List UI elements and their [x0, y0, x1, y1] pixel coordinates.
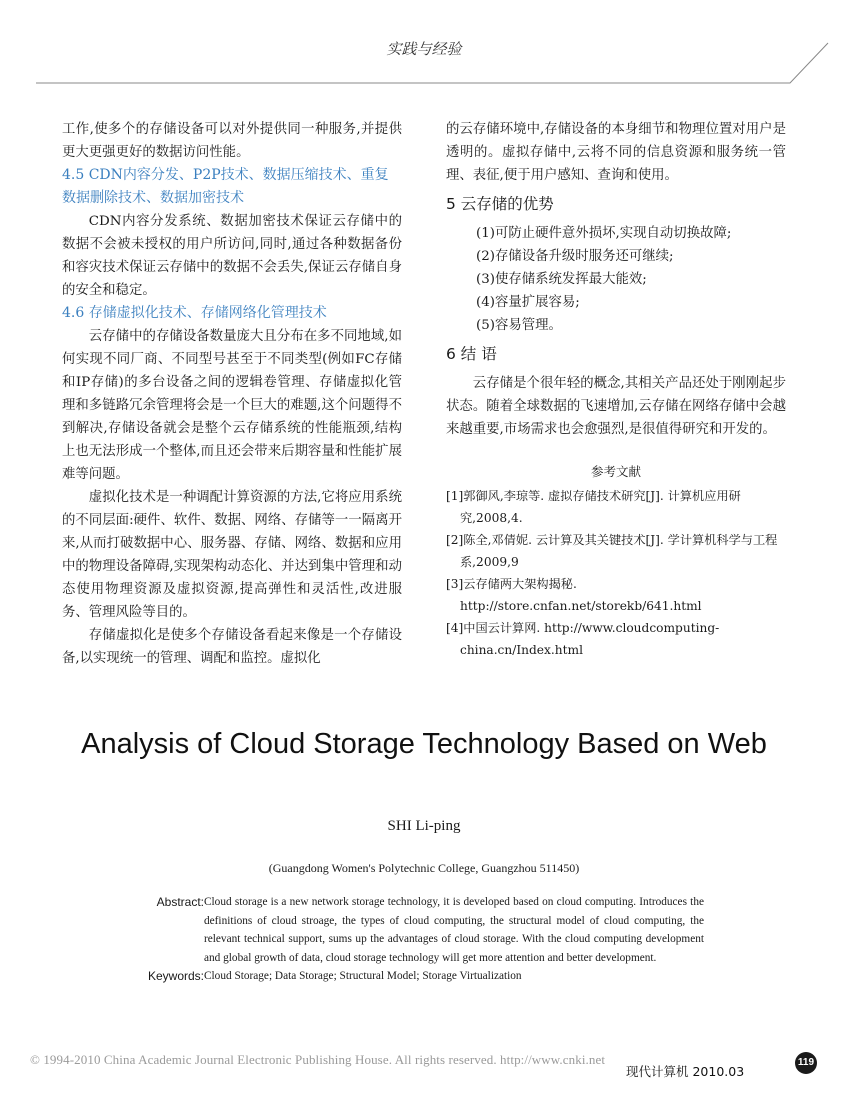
references-heading: 参考文献 [590, 464, 641, 479]
section-6-heading: 6 结 语 [446, 345, 497, 363]
keywords-label: Keywords: [147, 969, 204, 984]
right-intro-paragraph: 的云存储环境中,存储设备的本身细节和物理位置对用户是透明的。虚拟存储中,云将不同的信息资源和服务统一管理、表征,便于用户感知、查询和使用。 [446, 122, 786, 183]
advantage-item: (4)容量扩展容易; [476, 295, 580, 310]
body-paragraph: 虚拟化技术是一种调配计算资源的方法,它将应用系统的不同层面:硬件、软件、数据、网络、存储等一一隔离开来,从而打破数据中心、服务器、存储、网络、数据和应用中的物理设备障碍,实现架构动态化、并达到集中管理和动态使用物理资源及虚拟资源,提高弹性和灵活性,改进服务、管理风险等目的。 [62, 490, 402, 620]
right-column [446, 118, 786, 661]
english-author: SHI Li-ping [387, 818, 461, 834]
conclusion-paragraph: 云存储是个很年轻的概念,其相关产品还处于刚刚起步状态。随着全球数据的飞速增加,云存储在网络存储中会越来越重要,市场需求也会愈强烈,是很值得研究和开发的。 [446, 376, 786, 437]
running-header-title: 实践与经验 [386, 40, 462, 58]
english-abstract-block [130, 893, 704, 986]
advantage-item: (3)使存储系统发挥最大能效; [476, 272, 647, 287]
body-paragraph: 存储虚拟化是使多个存储设备看起来像是一个存储设备,以实现统一的管理、调配和监控。虚拟化 [62, 628, 402, 666]
advantage-item: (1)可防止硬件意外损坏,实现自动切换故障; [476, 226, 732, 241]
copyright-notice: © 1994-2010 China Academic Journal Electronic Publishing House. All rights reserved. http://www.cnki.net [30, 1052, 606, 1067]
references [446, 461, 786, 661]
section-5-heading: 5 云存储的优势 [446, 195, 554, 213]
journal-issue: 现代计算机 2010.03 [626, 1064, 745, 1079]
abstract-text: Cloud storage is a new network storage technology, it is developed based on cloud computing. Introduces the definitions of cloud stroage, the types of cloud computing, the structural model of cloud computing, the relevant technical support, sums up the advantages of cloud storage. With the cloud computing development and global growth of data, cloud storage technology will get more attention and better development. [204, 896, 704, 964]
keywords-text: Cloud Storage; Data Storage; Structural Model; Storage Virtualization [204, 970, 522, 983]
body-paragraph: 工作,使多个的存储设备可以对外提供同一种服务,并提供更大更强更好的数据访问性能。 [62, 122, 402, 160]
advantages-list [446, 222, 786, 337]
reference-item: [2]陈全,邓倩妮. 云计算及其关键技术[J]. 学计算机科学与工程系,2009,9 [446, 533, 778, 569]
advantage-item: (2)存储设备升级时服务还可继续; [476, 249, 674, 264]
subsection-heading: 4.5 CDN内容分发、P2P技术、数据压缩技术、重复数据删除技术、数据加密技术 [62, 167, 389, 206]
reference-item: [3]云存储两大架构揭秘. http://store.cnfan.net/storekb/641.html [446, 577, 702, 613]
left-column [62, 118, 402, 670]
body-paragraph: 云存储中的存储设备数量庞大且分布在多不同地域,如何实现不同厂商、不同型号甚至于不同类型(例如FC存储和IP存储)的多台设备之间的逻辑卷管理、存储虚拟化管理和多链路冗余管理将会是一个巨大的难题,这个问题得不到解决,存储设备就会是整个云存储系统的性能瓶颈,结构上也无法形成一个整体,而且还会带来后期容量和性能扩展难等问题。 [62, 329, 402, 482]
english-affiliation: (Guangdong Women's Polytechnic College, Guangzhou 511450) [268, 861, 580, 875]
advantage-item: (5)容易管理。 [476, 318, 562, 333]
abstract-label: Abstract: [156, 895, 204, 909]
reference-item: [1]郭御风,李琼等. 虚拟存储技术研究[J]. 计算机应用研究,2008,4. [446, 489, 741, 525]
page-number-badge: 119 [795, 1052, 817, 1074]
subsection-heading: 4.6 存储虚拟化技术、存储网络化管理技术 [62, 305, 327, 321]
english-title: Analysis of Cloud Storage Technology Based on Web [81, 728, 767, 760]
reference-item: [4]中国云计算网. http://www.cloudcomputing-china.cn/Index.html [446, 621, 720, 657]
reference-list [446, 485, 786, 661]
body-paragraph: CDN内容分发系统、数据加密技术保证云存储中的数据不会被未授权的用户所访问,同时,通过各种数据备份和容灾技术保证云存储中的数据不会丢失,保证云存储自身的安全和稳定。 [62, 214, 402, 298]
